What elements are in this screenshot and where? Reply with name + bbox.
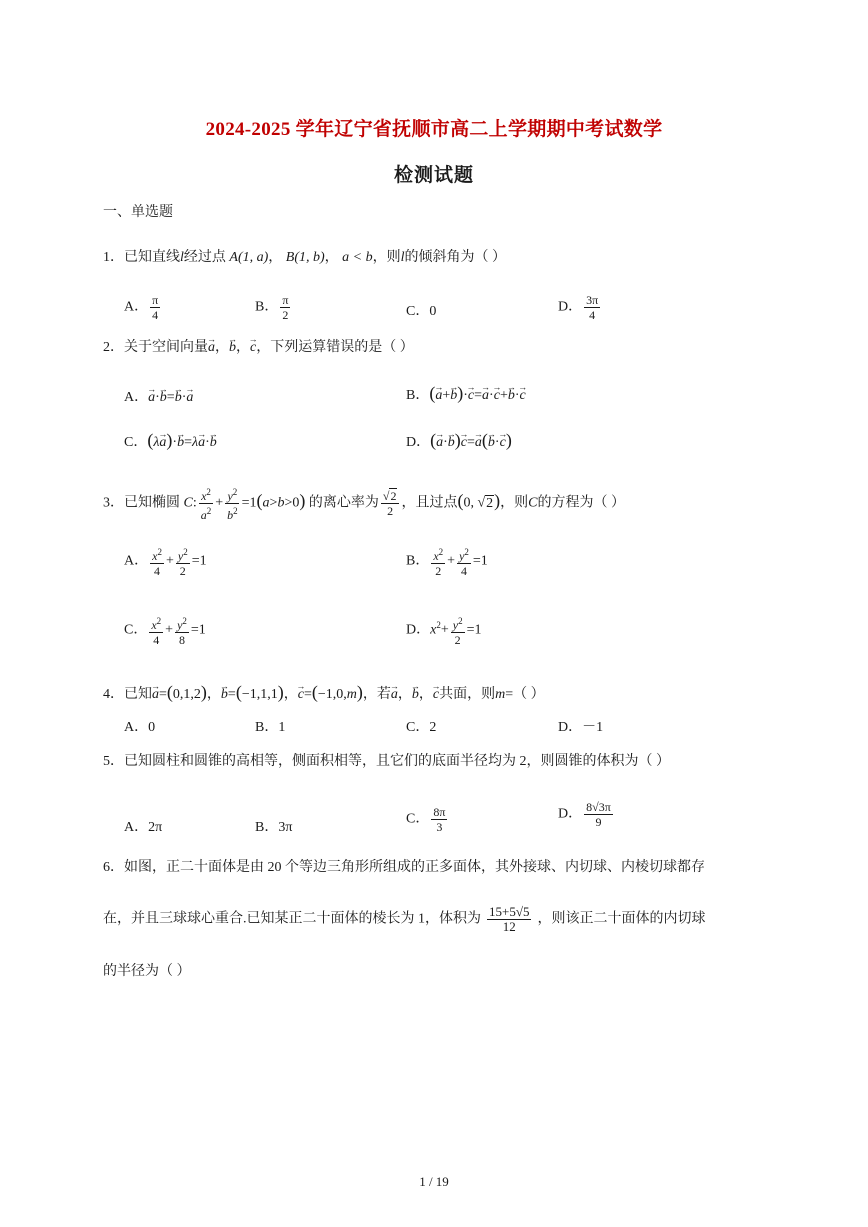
q2-option-c: C．(λ→ a)·→ b=λ→ a·→ b xyxy=(124,430,217,453)
q5-option-d: D． $\frac{8√3\pi}{9}$ xyxy=(558,800,611,829)
q2-option-a: A．→ a·→ b=→ b·→ a xyxy=(124,388,193,408)
page-number: 1 / 19 xyxy=(419,1174,449,1189)
q5-option-c: C． $\frac{8\pi}{3}$ xyxy=(406,805,446,834)
q2-option-d: D．(→ a·→ b)→ c=→ a(→ b·→ c) xyxy=(406,430,512,453)
point-b: B(1, b) xyxy=(285,250,325,265)
question-3-stem: 3．已知椭圆 C: $\frac{x^2}{a^2}$ + $\frac{y^2}{b^2}$ =1(a>b>0) 的离心率为 $\frac{√2}{2}$ ，且过点(0, √2)，则C的方程为（ ） xyxy=(103,487,625,522)
question-6-line3: 的半径为（ ） xyxy=(103,964,191,979)
point-a: A(1, a) xyxy=(229,250,269,265)
question-2-stem: 2．关于空间向量→ a，→ b，→ c，下列运算错误的是（ ） xyxy=(103,338,414,358)
q1-option-b: B． $\frac{\pi}{2}$ xyxy=(255,293,289,322)
q5-option-b: B．3π xyxy=(255,820,293,835)
q3-option-d: D．$x^2+$ $\frac{y^2}{2}$ =1 xyxy=(406,616,482,647)
question-1-stem: 1．已知直线l经过点 A(1, a)， B(1, b)， a < b，则l的倾斜角为（ ） xyxy=(103,250,507,265)
q2-option-b: B．(→ a+→ b)·→ c=→ a·→ c+→ b·→ c xyxy=(406,383,526,406)
condition: a < b xyxy=(342,250,373,265)
q4-option-b: B．1 xyxy=(255,720,286,735)
q1-option-a: A． $\frac{\pi}{4}$ xyxy=(124,293,159,322)
question-6-line1: 6．如图，正二十面体是由 20 个等边三角形所组成的正多面体，其外接球、内切球、内棱切球都存 xyxy=(103,860,705,875)
q4-option-c: C．2 xyxy=(406,720,437,735)
q4-option-a: A．0 xyxy=(124,720,156,735)
exam-title-line2: 检测试题 xyxy=(393,165,474,186)
question-4-stem: 4．已知→ a=(0,1,2)，→ b=(−1,1,1)，→ c=(−1,0,m)，若→ a，→ b，→ c共面，则m=（ ） xyxy=(103,682,545,705)
q5-option-a: A．2π xyxy=(124,820,163,835)
q4-option-d: D．－1 xyxy=(558,720,604,735)
exam-title-line1: 2024-2025 学年辽宁省抚顺市高二上学期期中考试数学 xyxy=(205,119,663,140)
section-heading: 一、单选题 xyxy=(103,205,173,220)
q1-option-d: D． $\frac{3\pi}{4}$ xyxy=(558,293,599,322)
q1-option-c: C．0 xyxy=(406,304,437,319)
question-5-stem: 5．已知圆柱和圆锥的高相等，侧面积相等，且它们的底面半径均为 2，则圆锥的体积为（ ） xyxy=(103,754,670,769)
question-6-line2: 在，并且三球球心重合.已知某正二十面体的棱长为 1，体积为 $\frac{15+5√5}{12}$ ，则该正二十面体的内切球 xyxy=(103,904,706,934)
q3-option-a: A． $\frac{x^2}{4}$ + $\frac{y^2}{2}$ =1 xyxy=(124,547,207,578)
q3-option-c: C． $\frac{x^2}{4}$ + $\frac{y^2}{8}$ =1 xyxy=(124,616,206,647)
q3-option-b: B． $\frac{x^2}{2}$ + $\frac{y^2}{4}$ =1 xyxy=(406,547,488,578)
